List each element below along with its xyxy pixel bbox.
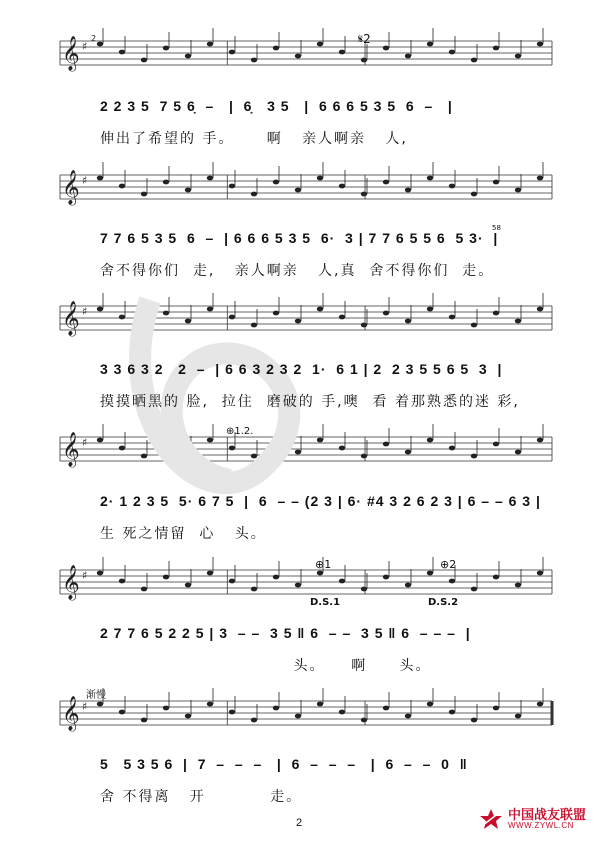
note-head — [515, 583, 521, 588]
tempo-mark: 渐慢 — [86, 690, 106, 701]
note-head — [339, 579, 345, 584]
note-head — [207, 42, 213, 47]
note-head — [537, 176, 543, 181]
note-head — [405, 54, 411, 59]
note-head — [119, 579, 125, 584]
note-head — [471, 323, 477, 328]
note-head — [339, 184, 345, 189]
note-head — [141, 454, 147, 459]
note-head — [97, 702, 103, 707]
note-head — [493, 311, 499, 316]
note-head — [97, 42, 103, 47]
note-head — [383, 311, 389, 316]
note-head — [471, 192, 477, 197]
note-head — [537, 438, 543, 443]
note-head — [163, 180, 169, 185]
note-head — [251, 192, 257, 197]
note-head — [449, 50, 455, 55]
note-head — [427, 42, 433, 47]
note-head — [383, 442, 389, 447]
note-head — [427, 307, 433, 312]
note-head — [207, 702, 213, 707]
treble-clef-icon: 𝄞 — [62, 565, 80, 600]
sharp-icon: ♯ — [82, 174, 88, 187]
note-head — [317, 42, 323, 47]
note-head — [361, 323, 367, 328]
note-head — [493, 575, 499, 580]
sharp-icon: ♯ — [82, 700, 88, 713]
note-head — [119, 446, 125, 451]
ds2-mark: D.S.2 — [428, 597, 459, 608]
jianpu-line-2: 7 7 6 5 3 5 6 – | 6 6 6 5 3 5 6· 3 | 7 7 6 5 5 6 5 3· | — [100, 230, 499, 246]
note-head — [471, 587, 477, 592]
note-head — [471, 454, 477, 459]
note-head — [185, 188, 191, 193]
note-head — [229, 184, 235, 189]
note-head — [405, 188, 411, 193]
note-head — [273, 311, 279, 316]
note-head — [515, 714, 521, 719]
note-head — [449, 710, 455, 715]
note-head — [251, 718, 257, 723]
note-head — [515, 450, 521, 455]
note-head — [515, 319, 521, 324]
note-head — [141, 192, 147, 197]
segno-mark: 𝄋2 — [358, 32, 371, 46]
note-head — [229, 446, 235, 451]
note-head — [163, 46, 169, 51]
note-head — [317, 571, 323, 576]
note-head — [229, 50, 235, 55]
note-head — [427, 438, 433, 443]
note-head — [383, 46, 389, 51]
note-head — [97, 438, 103, 443]
note-head — [185, 54, 191, 59]
note-head — [163, 311, 169, 316]
note-head — [229, 315, 235, 320]
treble-clef-icon: 𝄞 — [62, 432, 80, 467]
note-head — [97, 176, 103, 181]
note-head — [207, 571, 213, 576]
note-head — [185, 319, 191, 324]
note-head — [163, 706, 169, 711]
note-head — [493, 46, 499, 51]
note-head — [317, 176, 323, 181]
jianpu-line-6: 5 5 3 5 6 | 7 – – – | 6 – – – | 6 – – 0 ‖ — [100, 756, 468, 772]
coda-mark-1: ⊕1 — [315, 558, 332, 571]
note-head — [207, 176, 213, 181]
watermark — [478, 808, 586, 830]
treble-clef-icon: 𝄞 — [62, 696, 80, 731]
treble-clef-icon: 𝄞 — [62, 170, 80, 205]
watermark-url: WWW.ZYWL.CN — [508, 820, 574, 830]
note-head — [273, 180, 279, 185]
note-head — [251, 58, 257, 63]
jianpu-line-4: 2· 1 2 3 5 5· 6 7 5 | 6 – – (2 3 | 6· #4 3 2 6 2 3 | 6 – – 6 3 | — [100, 493, 541, 509]
note-head — [295, 714, 301, 719]
note-head — [119, 184, 125, 189]
note-head — [273, 46, 279, 51]
note-head — [229, 710, 235, 715]
note-head — [449, 315, 455, 320]
note-head — [273, 706, 279, 711]
note-head — [141, 58, 147, 63]
note-head — [295, 450, 301, 455]
note-head — [405, 319, 411, 324]
jianpu-line-5: 2 7 7 6 5 2 2 5 | 3 – – 3 5 ‖ 6 – – 3 5 ‖ 6 – – – | — [100, 625, 471, 641]
note-head — [185, 714, 191, 719]
grace-mark: 58 — [492, 224, 501, 232]
note-head — [251, 454, 257, 459]
ds1-mark: D.S.1 — [310, 597, 341, 608]
note-head — [427, 702, 433, 707]
note-head — [295, 188, 301, 193]
note-head — [295, 583, 301, 588]
note-head — [537, 702, 543, 707]
note-head — [163, 575, 169, 580]
note-head — [537, 42, 543, 47]
note-head — [427, 176, 433, 181]
coda-mark-12: ⊕1.2. — [226, 426, 254, 437]
note-head — [537, 307, 543, 312]
star-logo-icon — [478, 808, 504, 830]
note-head — [449, 446, 455, 451]
note-head — [493, 180, 499, 185]
note-head — [383, 180, 389, 185]
bar-number: 2 — [91, 34, 97, 43]
coda-mark-2: ⊕2 — [440, 558, 457, 571]
lyric-line-1: 伸出了希望的 手。 啊 亲人啊亲 人, — [100, 131, 408, 147]
treble-clef-icon: 𝄞 — [62, 36, 80, 71]
note-head — [361, 587, 367, 592]
jianpu-line-3: 3 3 6 3 2 2 – | 6 6 3 2 3 2 1· 6 1 | 2 2 3 5 5 6 5 3 | — [100, 361, 503, 377]
note-head — [141, 718, 147, 723]
note-head — [317, 438, 323, 443]
note-head — [493, 706, 499, 711]
jianpu-line-1: 2 2 3 5 7 5 6̣ – | 6̣ 3 5 | 6 6 6 5 3 5 6 – | — [100, 98, 453, 114]
page-number: 2 — [296, 817, 303, 829]
note-head — [405, 714, 411, 719]
note-head — [361, 718, 367, 723]
note-head — [339, 315, 345, 320]
note-head — [383, 575, 389, 580]
note-head — [361, 58, 367, 63]
note-head — [361, 454, 367, 459]
note-head — [119, 710, 125, 715]
note-head — [361, 192, 367, 197]
note-head — [97, 571, 103, 576]
note-head — [207, 307, 213, 312]
note-head — [493, 442, 499, 447]
note-head — [471, 718, 477, 723]
sharp-icon: ♯ — [82, 569, 88, 582]
lyric-line-3: 摸摸晒黑的 脸, 拉住 磨破的 手,噢 看 着那熟悉的迷 彩, — [100, 394, 520, 410]
note-head — [405, 450, 411, 455]
note-head — [515, 188, 521, 193]
lyric-line-6: 舍 不得离 开 走。 — [100, 789, 303, 805]
note-head — [295, 319, 301, 324]
lyric-line-4: 生 死之情留 心 头。 — [100, 526, 267, 542]
note-head — [185, 583, 191, 588]
lyric-line-5: 头。 啊 头。 — [100, 658, 432, 674]
sharp-icon: ♯ — [82, 40, 88, 53]
note-head — [273, 575, 279, 580]
note-head — [141, 587, 147, 592]
note-head — [119, 315, 125, 320]
note-head — [119, 50, 125, 55]
note-head — [537, 571, 543, 576]
lyric-line-2: 舍不得你们 走, 亲人啊亲 人,真 舍不得你们 走。 — [100, 263, 495, 279]
note-head — [251, 323, 257, 328]
note-head — [229, 579, 235, 584]
note-head — [427, 571, 433, 576]
note-head — [515, 54, 521, 59]
note-head — [317, 307, 323, 312]
note-head — [339, 50, 345, 55]
note-head — [339, 710, 345, 715]
sharp-icon: ♯ — [82, 436, 88, 449]
sharp-icon: ♯ — [82, 305, 88, 318]
watermark-title: 中国战友联盟 — [508, 807, 587, 822]
note-head — [339, 446, 345, 451]
note-head — [449, 579, 455, 584]
note-head — [383, 706, 389, 711]
note-head — [251, 587, 257, 592]
note-head — [471, 58, 477, 63]
note-head — [317, 702, 323, 707]
note-head — [449, 184, 455, 189]
note-head — [97, 307, 103, 312]
note-head — [405, 583, 411, 588]
treble-clef-icon: 𝄞 — [62, 301, 80, 336]
note-head — [207, 438, 213, 443]
note-head — [295, 54, 301, 59]
